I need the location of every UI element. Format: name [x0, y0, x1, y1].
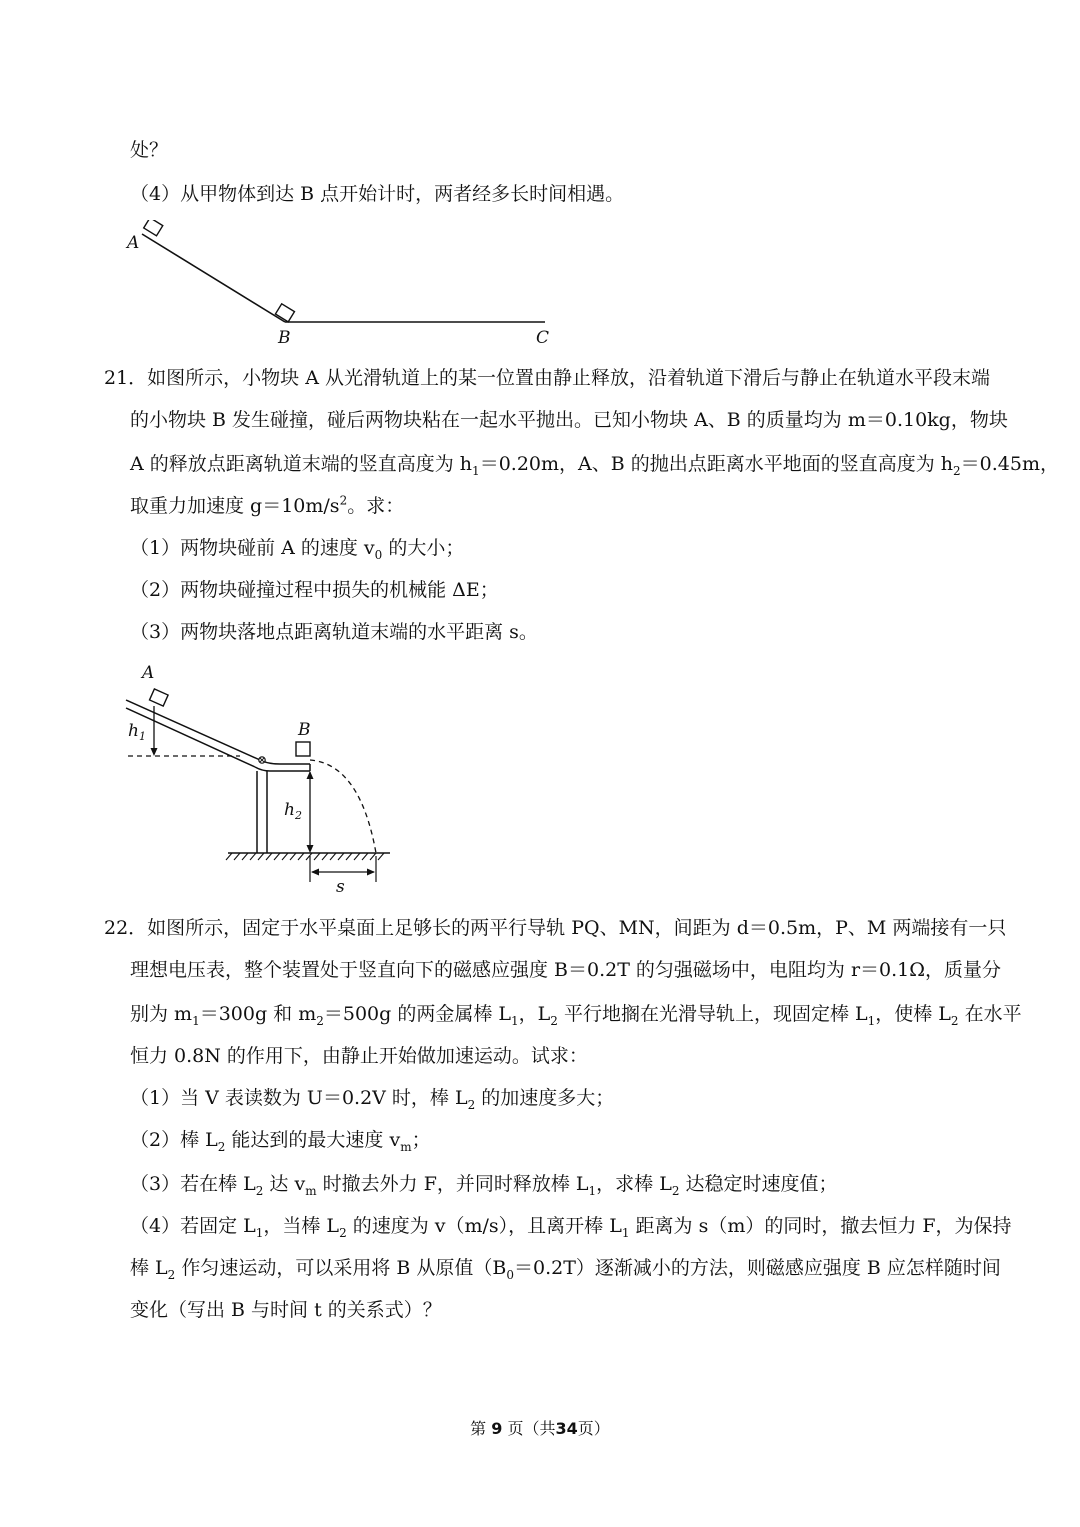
ground-hatch [226, 853, 384, 860]
q21-line3: A 的释放点距离轨道末端的竖直高度为 $h_1=0.20m$，A、B 的抛出点距离水平地面的竖直高度为 $h_2=0.45m$， [130, 453, 1059, 478]
incline-figure [120, 220, 570, 350]
q22-part2: （2）棒 $L_2$ 能达到的最大速度 $v_m$； [130, 1129, 431, 1154]
q22-part1: （1）当 V 表读数为 U＝0.2V 时，棒 $L_2$ 的加速度多大； [130, 1087, 615, 1112]
prev-question-tail: 处？ [130, 139, 169, 161]
label-b: B [298, 720, 311, 740]
label-h1: $h_1$ [128, 721, 146, 743]
label-b: B [278, 328, 291, 348]
track-figure [120, 660, 410, 895]
block-b [296, 742, 310, 756]
projectile-path [310, 760, 376, 853]
incline-line [142, 234, 285, 322]
block-b [275, 304, 294, 322]
block-a [150, 689, 169, 706]
page-total: 34 [555, 1419, 578, 1438]
prev-question-part4: （4）从甲物体到达 B 点开始计时，两者经多长时间相遇。 [130, 183, 625, 205]
label-h2: $h_2$ [284, 800, 302, 822]
q21-line1: 21．如图所示，小物块 A 从光滑轨道上的某一位置由静止释放，沿着轨道下滑后与静止在轨道水平段末端 [104, 367, 990, 389]
track-top-horizontal [260, 760, 310, 764]
q21-line2: 的小物块 B 发生碰撞，碰后两物块粘在一起水平抛出。已知小物块 A、B 的质量均为 m＝0.10kg，物块 [130, 409, 1008, 431]
q22-line2: 理想电压表，整个装置处于竖直向下的磁感应强度 B＝0.2T 的匀强磁场中，电阻均为 r＝0.1Ω，质量分 [130, 959, 1002, 981]
label-c: C [536, 328, 550, 348]
track-bottom-horizontal [255, 767, 310, 771]
q21-part2: （2）两物块碰撞过程中损失的机械能 ΔE； [130, 579, 499, 601]
q22-part4-line2: 棒 $L_2$ 作匀速运动，可以采用将 B 从原值$(B_0=0.2T)$逐渐减小的方法，则磁感应强度 B 应怎样随时间 [130, 1257, 1001, 1282]
q21-part1: （1）两物块碰前 A 的速度 $v_0$ 的大小； [130, 537, 465, 562]
label-a: A [142, 663, 155, 683]
page-footer: 第 9 页（共34页） [470, 1419, 610, 1438]
page-number: 9 [491, 1419, 503, 1438]
q22-part3: （3）若在棒 $L_2$ 达 $v_m$ 时撤去外力 F，并同时释放棒 $L_1$，求棒 $L_2$ 达稳定时速度值； [130, 1173, 838, 1198]
q22-line3: 别为 $m_1=300g$ 和 $m_2=500g$ 的两金属棒 $L_1$，$L_2$ 平行地搁在光滑导轨上，现固定棒 $L_1$，使棒 $L_2$ 在水平 [130, 1003, 1022, 1028]
q22-part4-line3: 变化（写出 B 与时间 t 的关系式）？ [130, 1299, 442, 1321]
q22-line1: 22．如图所示，固定于水平桌面上足够长的两平行导轨 PQ、MN，间距为 d＝0.5m，P、M 两端接有一只 [104, 917, 1007, 939]
q21-line4: 取重力加速度 $g=10m/s^2$。求： [130, 493, 405, 517]
block-a [144, 220, 163, 236]
label-a: A [127, 233, 140, 253]
q22-part4: （4）若固定 $L_1$，当棒 $L_2$ 的速度为 v（m/s），且离开棒 $L_1$ 距离为 s（m）的同时，撤去恒力 F，为保持 [130, 1215, 1012, 1240]
q21-part3: （3）两物块落地点距离轨道末端的水平距离 s。 [130, 621, 538, 643]
q22-line4: 恒力 0.8N 的作用下，由静止开始做加速运动。试求： [130, 1045, 588, 1067]
track-upper-edge [126, 700, 260, 760]
label-s: s [336, 877, 345, 895]
